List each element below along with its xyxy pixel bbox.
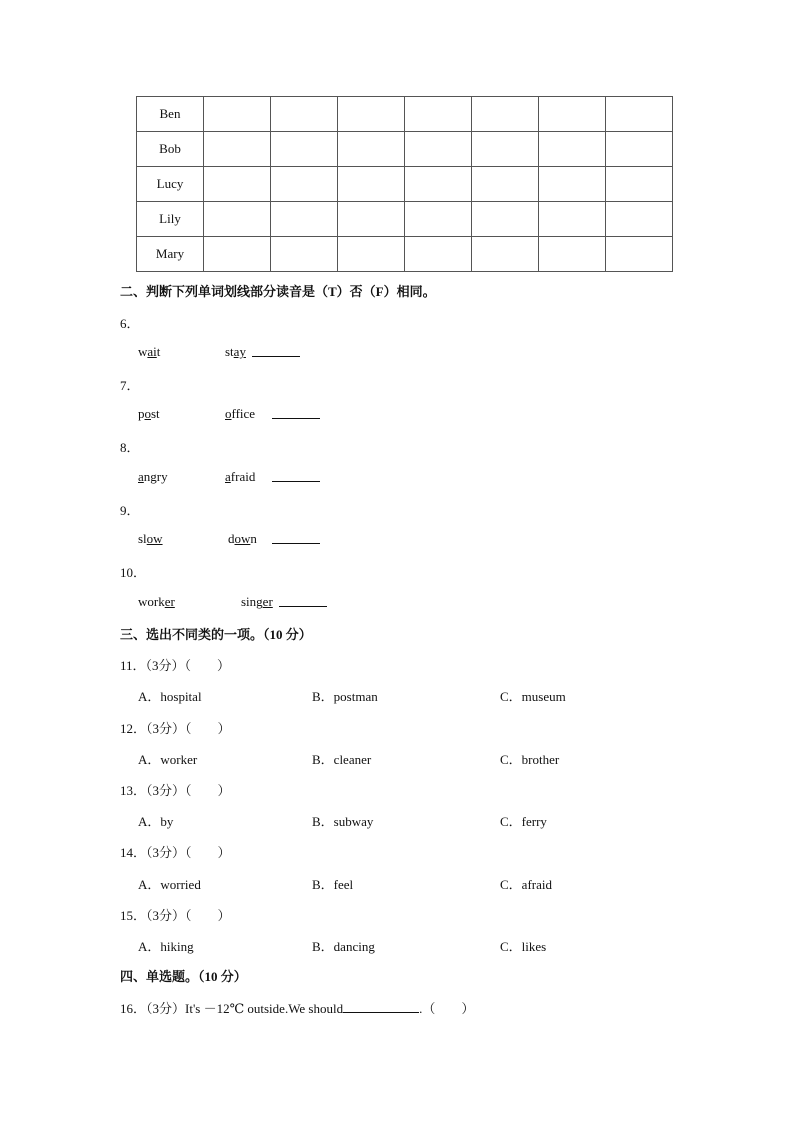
answer-cell[interactable] [405,202,472,237]
student-name-cell: Lucy [137,167,204,202]
question-6-word-1: wait [138,344,161,359]
answer-cell[interactable] [204,237,271,272]
answer-cell[interactable] [606,167,673,202]
table-row [137,132,673,167]
answer-cell[interactable] [338,97,405,132]
question-12-option-c[interactable]: C．brother [500,752,560,767]
question-12-number: 12．（3分）（ ） [120,721,231,736]
answer-cell[interactable] [405,97,472,132]
question-14-option-b[interactable]: B．feel [312,877,354,892]
question-8-number: 8． [120,440,140,455]
question-11-option-a[interactable]: A．hospital [138,689,202,704]
answer-cell[interactable] [539,167,606,202]
answer-cell[interactable] [606,202,673,237]
section-2-title: 二、判断下列单词划线部分读音是（T）否（F）相同。 [120,284,436,299]
answer-cell[interactable] [204,132,271,167]
answer-cell[interactable] [204,97,271,132]
answer-cell[interactable] [539,132,606,167]
question-15-option-b[interactable]: B．dancing [312,939,375,954]
answer-cell[interactable] [271,237,338,272]
question-7-answer-blank[interactable] [272,406,320,419]
question-10-word-1: worker [138,594,175,609]
question-11-option-b[interactable]: B．postman [312,689,378,704]
question-13-option-b[interactable]: B．subway [312,814,374,829]
answer-cell[interactable] [204,202,271,237]
question-8-word-2: afraid [225,469,256,484]
answer-cell[interactable] [539,237,606,272]
answer-cell[interactable] [606,132,673,167]
answer-cell[interactable] [539,97,606,132]
student-name-cell: Ben [137,97,204,132]
student-name-cell: Lily [137,202,204,237]
student-name-cell: Bob [137,132,204,167]
answer-cell[interactable] [606,97,673,132]
question-7-word-1: post [138,406,160,421]
question-11-number: 11．（3分）（ ） [120,658,231,673]
answer-cell[interactable] [405,237,472,272]
answer-cell[interactable] [271,97,338,132]
answer-cell[interactable] [271,132,338,167]
question-13-number: 13．（3分）（ ） [120,783,231,798]
question-13-option-a[interactable]: A．by [138,814,174,829]
question-8-answer-blank[interactable] [272,469,320,482]
question-9-word-1: slow [138,531,163,546]
question-16-answer-blank[interactable] [343,1000,419,1013]
student-name-cell: Mary [137,237,204,272]
name-table [136,96,673,272]
answer-cell[interactable] [472,97,539,132]
answer-cell[interactable] [472,167,539,202]
answer-cell[interactable] [271,167,338,202]
question-14-option-c[interactable]: C．afraid [500,877,552,892]
question-15-option-a[interactable]: A．hiking [138,939,194,954]
question-16-suffix: .（ ） [419,1001,475,1016]
section-4-title: 四、单选题。（10 分） [120,969,247,984]
question-16 [120,998,474,1017]
answer-cell[interactable] [472,132,539,167]
question-12-option-b[interactable]: B．cleaner [312,752,372,767]
question-8-word-1: angry [138,469,168,484]
question-6-number: 6． [120,316,140,331]
answer-cell[interactable] [338,237,405,272]
question-13-option-c[interactable]: C．ferry [500,814,547,829]
question-10-number: 10． [120,565,147,580]
question-9-word-2: down [228,531,257,546]
question-10-answer-blank[interactable] [279,594,327,607]
question-9-number: 9． [120,503,140,518]
table-row [137,202,673,237]
question-15-number: 15．（3分）（ ） [120,908,231,923]
answer-cell[interactable] [338,167,405,202]
question-12-option-a[interactable]: A．worker [138,752,198,767]
table-row [137,167,673,202]
section-3-title: 三、选出不同类的一项。（10 分） [120,627,312,642]
answer-cell[interactable] [405,167,472,202]
table-row [137,237,673,272]
answer-cell[interactable] [204,167,271,202]
answer-cell[interactable] [472,202,539,237]
answer-cell[interactable] [472,237,539,272]
answer-cell[interactable] [271,202,338,237]
question-7-word-2: office [225,406,256,421]
question-16-text: 16．（3分）It's －12℃ outside.We should [120,1001,344,1016]
question-9-answer-blank[interactable] [272,531,320,544]
table-row [137,97,673,132]
question-6-word-2: stay [225,344,246,359]
answer-cell[interactable] [338,132,405,167]
answer-cell[interactable] [338,202,405,237]
question-14-option-a[interactable]: A．worried [138,877,201,892]
answer-cell[interactable] [405,132,472,167]
question-10-word-2: singer [241,594,273,609]
question-11-option-c[interactable]: C．museum [500,689,566,704]
question-14-number: 14．（3分）（ ） [120,845,231,860]
question-6-answer-blank[interactable] [252,344,300,357]
question-15-option-c[interactable]: C．likes [500,939,547,954]
question-7-number: 7． [120,378,140,393]
answer-cell[interactable] [606,237,673,272]
answer-cell[interactable] [539,202,606,237]
